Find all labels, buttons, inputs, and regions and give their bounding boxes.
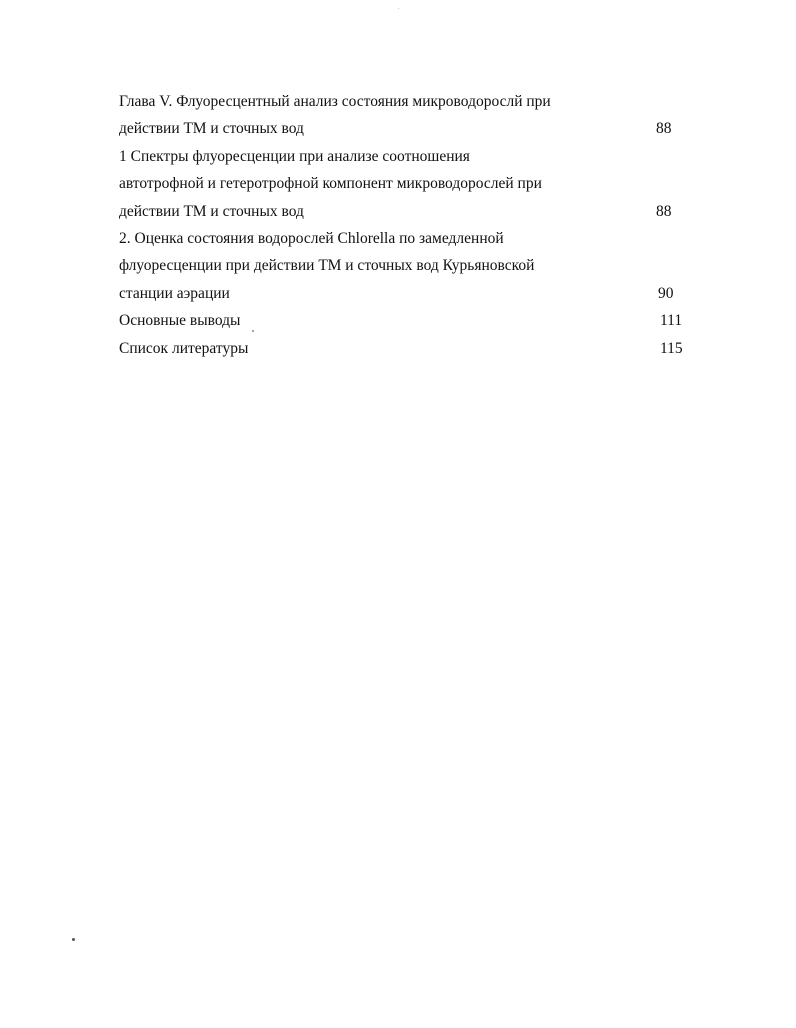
toc-entry-line: действии ТМ и сточных вод xyxy=(119,202,304,220)
toc-entry-line: Глава V. Флуоресцентный анализ состояния микроводорослй при xyxy=(119,93,551,110)
toc-entry-line: флуоресценции при действии ТМ и сточных вод Курьяновской xyxy=(119,257,535,275)
table-of-contents xyxy=(119,88,699,362)
toc-entry-line: 2. Оценка состояния водорослей Chlorella по замедленной xyxy=(119,229,504,247)
toc-entry-section-2 xyxy=(119,225,699,307)
toc-page-number: 90 xyxy=(658,284,674,302)
toc-page-number: 88 xyxy=(656,120,672,138)
toc-entry-line: автотрофной и гетеротрофной компонент микроводорослей при xyxy=(119,175,542,193)
toc-entry-conclusions xyxy=(119,307,699,334)
toc-page-number: 88 xyxy=(656,202,672,220)
toc-entry-line: станции аэрации xyxy=(119,284,230,302)
toc-entry-line: действии ТМ и сточных вод xyxy=(119,120,304,138)
toc-entry-section-1 xyxy=(119,143,699,225)
toc-entry-line: Список литературы xyxy=(119,339,249,357)
scan-speck xyxy=(72,938,75,941)
scan-speck xyxy=(252,330,254,332)
toc-entry-line: 1 Спектры флуоресценции при анализе соотношения xyxy=(119,147,470,165)
toc-page-number: 115 xyxy=(660,339,683,357)
toc-entry-line: Основные выводы xyxy=(119,312,241,330)
scan-speck xyxy=(398,8,399,9)
toc-entry-references xyxy=(119,335,699,362)
toc-page-number: 111 xyxy=(660,312,683,330)
toc-entry-chapter-5 xyxy=(119,88,699,143)
